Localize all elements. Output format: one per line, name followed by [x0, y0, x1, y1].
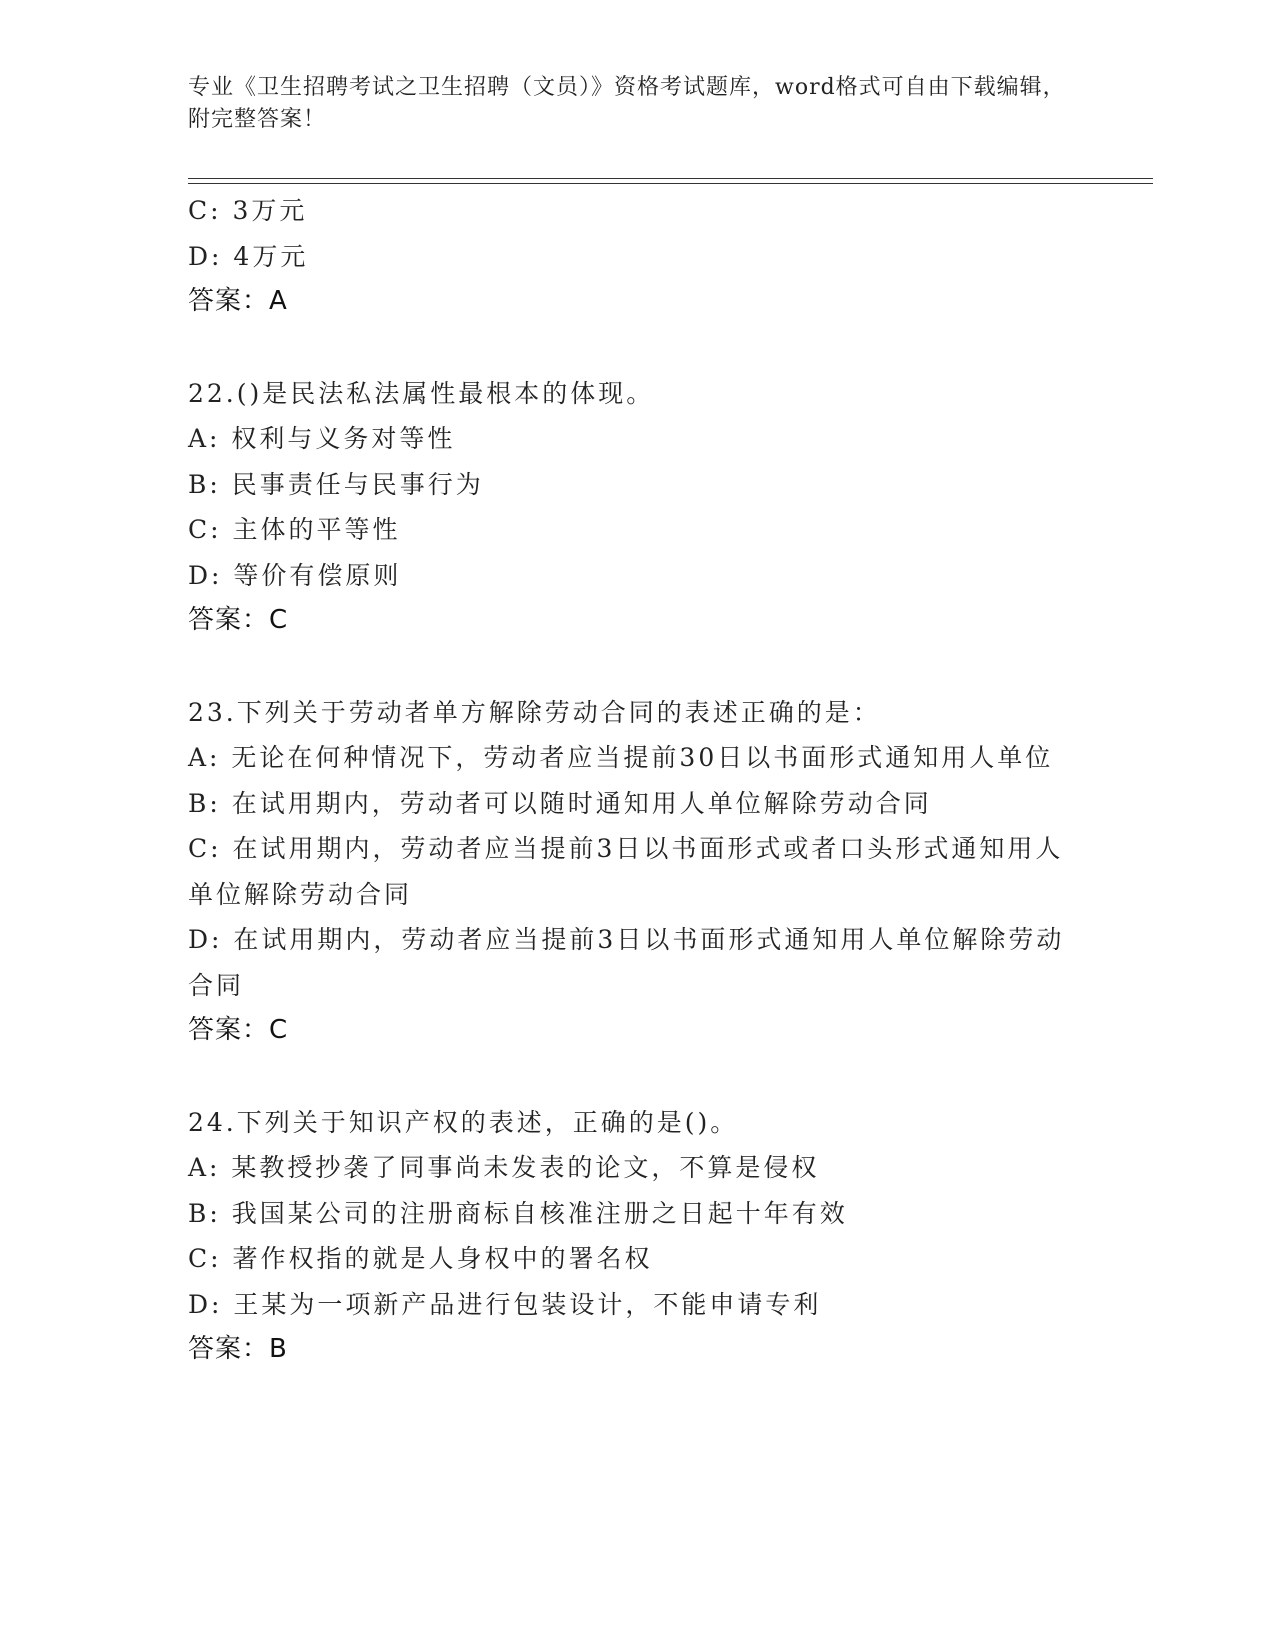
option-b: B: 我国某公司的注册商标自核准注册之日起十年有效: [188, 1198, 848, 1228]
spacer: [188, 644, 1088, 690]
question-stem: 22.()是民法私法属性最根本的体现。: [188, 378, 655, 408]
option-d: D: 王某为一项新产品进行包装设计，不能申请专利: [188, 1289, 822, 1319]
option-d: D: 4万元: [188, 241, 309, 271]
question-23: [188, 690, 1088, 1054]
partial-question: [188, 188, 1088, 325]
spacer: [188, 1054, 1088, 1100]
question-list: [188, 188, 1088, 1373]
question-24: [188, 1100, 1088, 1373]
option-c: C: 在试用期内，劳动者应当提前3日以书面形式或者口头形式通知用人单位解除劳动合同: [188, 834, 1064, 909]
question-22: [188, 371, 1088, 644]
option-b: B: 民事责任与民事行为: [188, 469, 484, 499]
option-c: C: 主体的平等性: [188, 515, 401, 544]
option-a: A: 无论在何种情况下，劳动者应当提前30日以书面形式通知用人单位: [188, 743, 1054, 772]
option-c: C: 3万元: [188, 196, 308, 225]
answer-line: 答案：C: [188, 1015, 289, 1045]
answer-line: 答案：A: [188, 286, 288, 316]
option-d: D: 等价有偿原则: [188, 560, 402, 590]
page-header: 专业《卫生招聘考试之卫生招聘（文员）》资格考试题库，word格式可自由下载编辑，附完整答案！: [188, 75, 1066, 132]
answer-line: 答案：C: [188, 605, 289, 635]
answer-line: 答案：B: [188, 1334, 288, 1364]
question-stem: 23.下列关于劳动者单方解除劳动合同的表述正确的是：: [188, 697, 881, 727]
question-stem: 24.下列关于知识产权的表述，正确的是()。: [188, 1107, 739, 1137]
option-c: C: 著作权指的就是人身权中的署名权: [188, 1244, 653, 1273]
option-a: A: 权利与义务对等性: [188, 424, 456, 453]
option-d: D: 在试用期内，劳动者应当提前3日以书面形式通知用人单位解除劳动合同: [188, 925, 1065, 1000]
spacer: [188, 325, 1088, 371]
option-b: B: 在试用期内，劳动者可以随时通知用人单位解除劳动合同: [188, 788, 932, 818]
option-a: A: 某教授抄袭了同事尚未发表的论文，不算是侵权: [188, 1153, 820, 1182]
header-divider: [188, 178, 1153, 184]
